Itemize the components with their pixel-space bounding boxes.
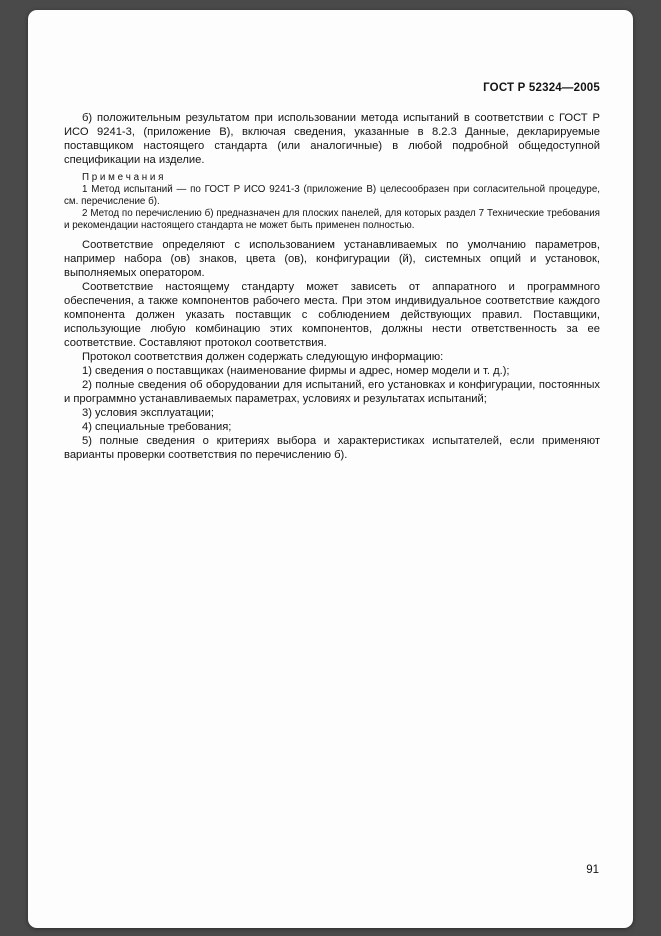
- protocol-item-5: 5) полные сведения о критериях выбора и характеристиках испытателей, если применяют варианты проверки соответствия по перечислению б).: [64, 435, 600, 461]
- protocol-item-4: 4) специальные требования;: [82, 421, 232, 433]
- page-content: [64, 82, 600, 462]
- paragraph-item-b: б) положительным результатом при использовании метода испытаний в соответствии с ГОСТ Р ИСО 9241-3, (приложение В), включая сведения, указанные в 8.2.3 Данные, декларируемые поставщиком настоящего стандарта (или аналогичные) в любой подробной общедоступной спецификации на изделие.: [64, 112, 600, 166]
- protocol-item-1: 1) сведения о поставщиках (наименование фирмы и адрес, номер модели и т. д.);: [82, 365, 510, 377]
- protocol-item-2: 2) полные сведения об оборудовании для испытаний, его установках и конфигурации, постоянных и программно устанавливаемых параметрах, условиях и результатах испытаний;: [64, 379, 600, 405]
- document-page: [28, 10, 633, 928]
- standard-number-header: ГОСТ Р 52324—2005: [483, 82, 600, 94]
- page-number: 91: [586, 864, 599, 876]
- notes-block: [64, 172, 600, 232]
- protocol-item-3: 3) условия эксплуатации;: [82, 407, 214, 419]
- paragraph-default-parameters: Соответствие определяют с использованием устанавливаемых по умолчанию параметров, например набора (ов) знаков, цвета (ов), конфигурации (й), системных опций и установок, выполняемых оператором.: [64, 239, 600, 279]
- paragraph-protocol-intro: Протокол соответствия должен содержать следующую информацию:: [82, 351, 444, 363]
- notes-title: П р и м е ч а н и я: [82, 172, 164, 183]
- note-2: 2 Метод по перечислению б) предназначен для плоских панелей, для которых раздел 7 Технические требования и рекомендации настоящего стандарта не может быть применен полностью.: [64, 208, 600, 231]
- paragraph-compliance-dependency: Соответствие настоящему стандарту может зависеть от аппаратного и программного обеспечения, а также компонентов рабочего места. При этом индивидуальное соответствие каждого компонента должен указать поставщик с соблюдением действующих правил. Поставщики, использующие любую комбинацию этих компонентов, должны нести ответственность за ее соответствие. Составляют протокол соответствия.: [64, 281, 600, 349]
- note-1: 1 Метод испытаний — по ГОСТ Р ИСО 9241-3 (приложение В) целесообразен при согласительной процедуре, см. перечисление б).: [64, 184, 600, 207]
